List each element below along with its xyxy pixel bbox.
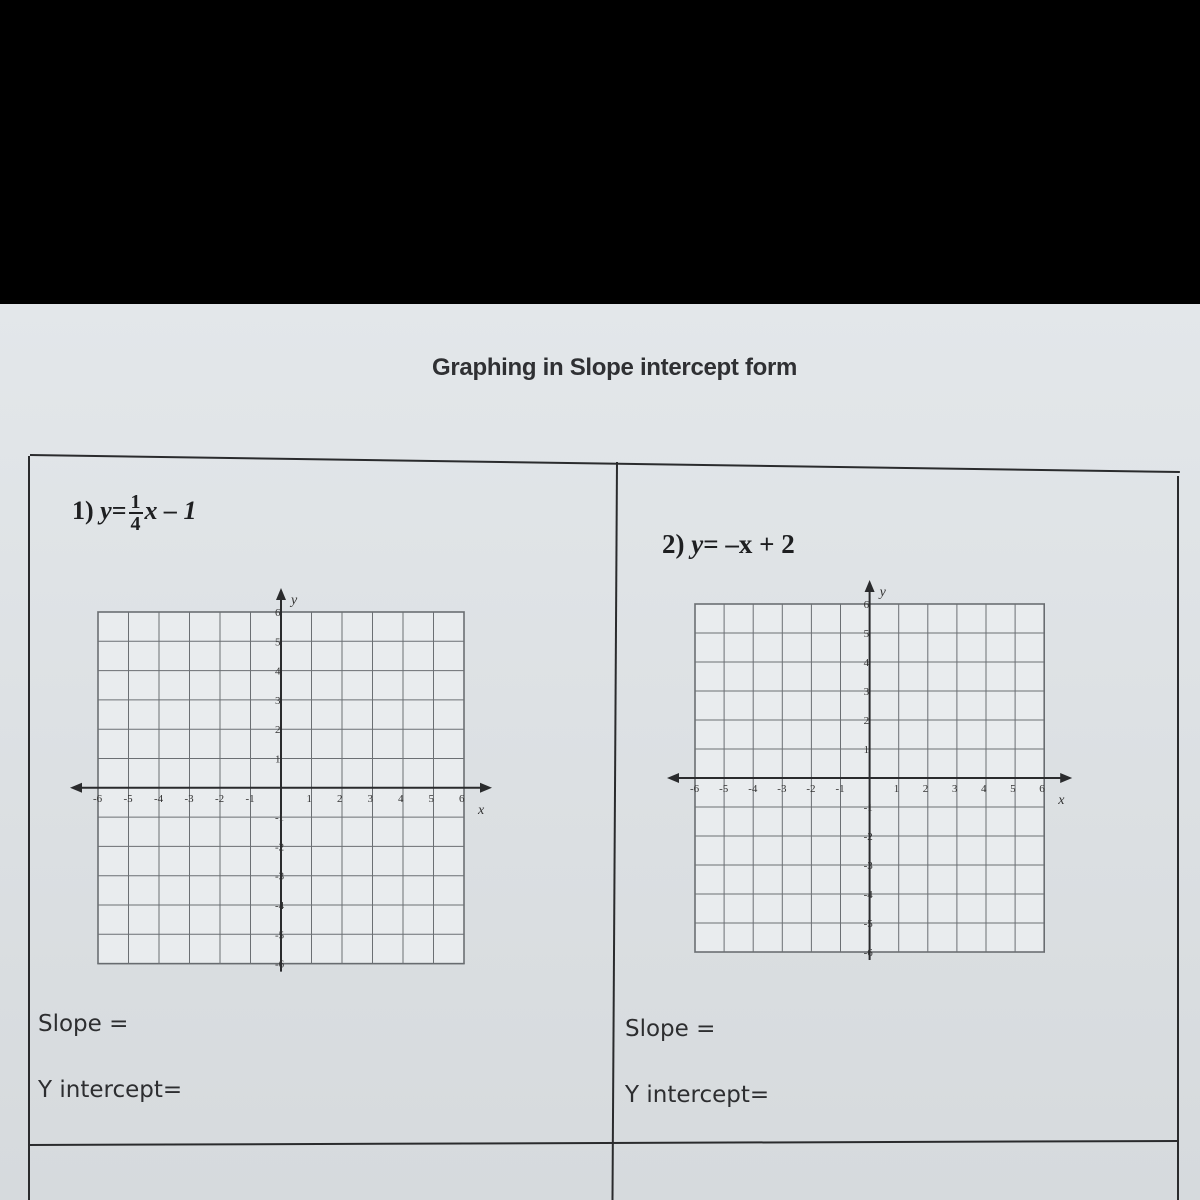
problem-2-lhs: y	[691, 529, 704, 559]
problem-1-y-intercept-label: Y intercept=	[38, 1077, 183, 1103]
problem-1-y-axis-up-arrow	[276, 588, 286, 600]
worksheet-page	[0, 304, 1200, 1200]
worksheet-title: Graphing in Slope intercept form	[432, 354, 798, 381]
problem-1-y-tick-label: 6	[275, 607, 281, 619]
problem-2-y-tick-label: -2	[863, 831, 873, 843]
problem-1-x-axis-right-arrow	[480, 783, 492, 793]
problem-2-y-tick-label: -3	[863, 860, 873, 872]
problem-2-x-axis-right-arrow	[1060, 773, 1072, 783]
problem-2-y-tick-label: -4	[863, 889, 873, 901]
photo-black-background	[0, 0, 1200, 304]
table-right-border	[1177, 476, 1179, 1200]
table-middle-divider	[611, 462, 618, 1200]
problem-1-x-tick-label: 2	[337, 792, 343, 805]
table-row-divider	[28, 1140, 1178, 1146]
problem-2-equation	[662, 529, 795, 560]
problem-2-y-tick-label: 4	[863, 657, 870, 669]
table-top-border	[30, 454, 1180, 473]
problem-1-y-tick-label: -2	[275, 841, 285, 854]
problem-1-x-tick-label: -6	[93, 792, 103, 805]
problem-2-x-tick-label: -6	[690, 783, 700, 795]
problem-2-x-tick-label: -3	[777, 783, 787, 795]
problem-1-y-axis-label: y	[291, 593, 298, 608]
problem-2-x-tick-label: 6	[1039, 783, 1045, 795]
problem-1-y-tick-label: 2	[275, 724, 281, 737]
problem-2-rest: = –x + 2	[703, 529, 795, 559]
problem-1-y-tick-label: -4	[275, 900, 285, 912]
problem-2-y-tick-label: -5	[863, 918, 873, 930]
problem-1-equation	[72, 492, 197, 534]
problem-1-slope-label: Slope =	[38, 1011, 129, 1037]
problem-1-x-tick-label: 1	[306, 792, 312, 805]
problem-1-y-tick-label: 4	[275, 665, 281, 678]
problem-2-x-tick-label: -1	[835, 783, 845, 795]
problem-1-rest: x – 1	[144, 495, 197, 525]
problem-1-coordinate-grid[interactable]	[70, 584, 490, 984]
problem-2-x-axis-label: x	[1058, 793, 1065, 808]
problem-1-denominator: 4	[130, 513, 141, 535]
problem-1-equals: =	[111, 495, 127, 525]
problem-2-y-tick-label: -6	[863, 947, 873, 959]
problem-1-x-tick-label: -5	[123, 792, 133, 805]
problem-1-fraction	[129, 492, 143, 534]
problem-2-x-tick-label: -2	[806, 783, 816, 795]
problem-1-x-tick-label: -3	[184, 792, 194, 805]
problem-1-y-tick-label: -6	[275, 958, 285, 971]
problem-2-y-tick-label: 2	[863, 715, 870, 727]
problem-1-x-axis-left-arrow	[70, 783, 82, 793]
problem-1-y-tick-label: 1	[275, 753, 281, 766]
problem-2-x-tick-label: -4	[748, 783, 758, 795]
table-left-border	[28, 456, 30, 1200]
problem-2-y-intercept-label: Y intercept=	[625, 1082, 770, 1108]
problem-1-y-tick-label: -5	[275, 929, 285, 942]
problem-2-coordinate-grid[interactable]	[668, 579, 1078, 979]
problem-1-y-tick-label: -1	[275, 812, 285, 825]
problem-2-y-tick-label: 5	[863, 628, 870, 640]
problem-2-x-tick-label: -5	[719, 783, 729, 795]
problem-2-x-tick-label: 5	[1010, 783, 1016, 795]
problem-2-x-tick-label: 3	[951, 783, 958, 795]
problem-2-x-tick-label: 4	[981, 783, 987, 795]
problem-2-y-tick-label: -1	[863, 802, 873, 814]
problem-2-x-tick-label: 2	[922, 783, 929, 795]
problem-1-x-tick-label: -4	[154, 792, 164, 805]
problem-2-slope-label: Slope =	[625, 1016, 716, 1042]
problem-1-x-axis-label: x	[478, 802, 485, 818]
problem-1-x-tick-label: 6	[459, 792, 465, 805]
problem-1-x-tick-label: -1	[245, 792, 255, 805]
problem-2-x-axis-left-arrow	[667, 773, 679, 783]
problem-1-y-tick-label: 3	[275, 694, 281, 707]
problem-1-y-tick-label: -3	[275, 870, 285, 883]
problem-1-x-tick-label: 5	[428, 792, 434, 805]
problem-2-x-tick-label: 1	[893, 783, 900, 795]
problem-1-x-tick-label: 3	[367, 792, 373, 805]
problem-2-y-tick-label: 6	[863, 599, 870, 611]
problem-1-number: 1)	[72, 495, 94, 525]
problem-2-y-tick-label: 3	[863, 686, 870, 698]
problem-1-lhs: y	[100, 495, 112, 525]
problem-2-y-axis-up-arrow	[865, 580, 875, 592]
problem-1-x-tick-label: 4	[398, 792, 404, 805]
problem-2-y-axis-label: y	[879, 585, 886, 600]
problem-1-numerator: 1	[130, 491, 141, 513]
problem-2-y-tick-label: 1	[863, 744, 870, 756]
problem-2-number: 2)	[662, 529, 685, 559]
problem-1-y-tick-label: 5	[275, 636, 281, 649]
problem-1-x-tick-label: -2	[215, 792, 225, 805]
